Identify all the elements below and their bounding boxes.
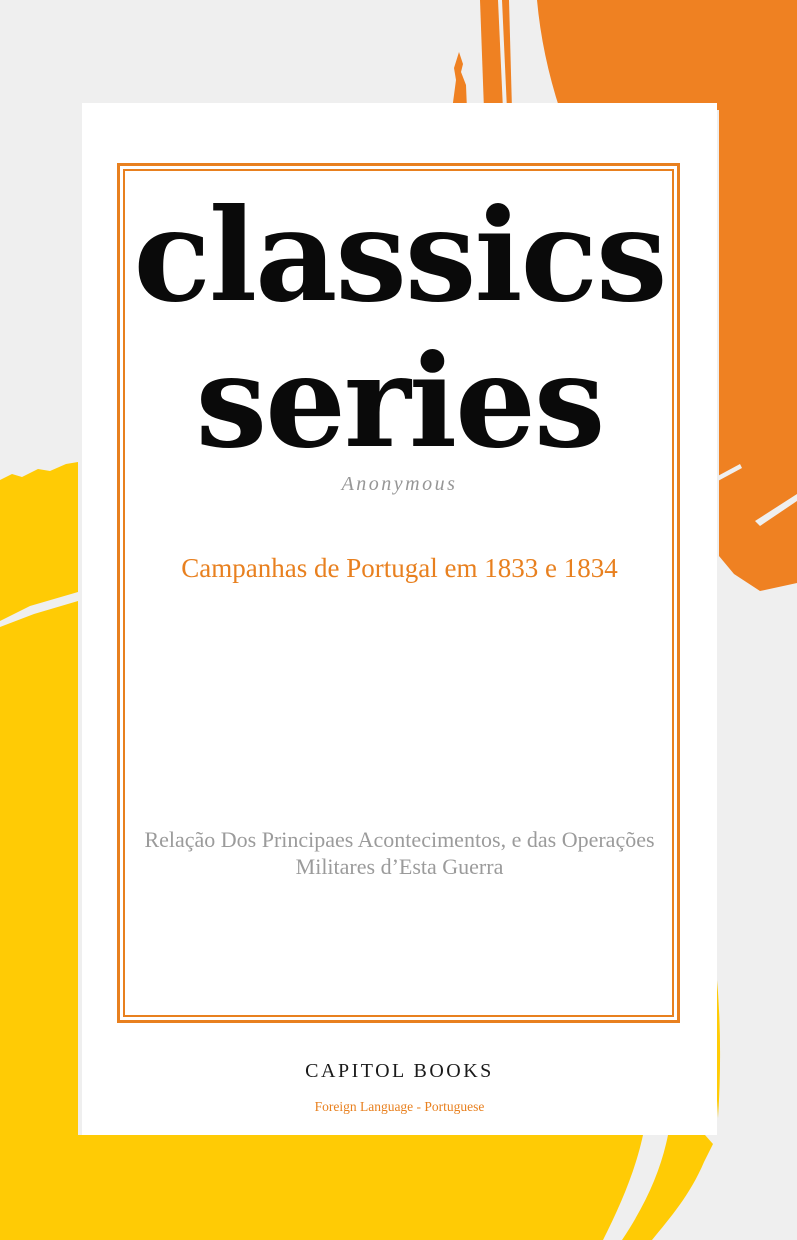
cover-panel <box>82 103 717 1135</box>
publisher-name: CAPITOL BOOKS <box>305 1060 494 1082</box>
book-subtitle-line: Relação Dos Principaes Acontecimentos, e das Operações <box>144 827 655 852</box>
orange-brush-streak <box>480 0 503 110</box>
book-title: Campanhas de Portugal em 1833 e 1834 <box>181 553 618 583</box>
yellow-brush-stroke-bottom <box>0 1135 643 1240</box>
series-title-line: series <box>195 327 604 477</box>
orange-brush-flick <box>452 52 467 110</box>
book-subtitle-line: Militares d’Esta Guerra <box>295 853 504 879</box>
author-name: Anonymous <box>341 473 458 495</box>
book-subtitle <box>82 827 717 881</box>
series-title <box>82 183 717 475</box>
orange-brush-streak <box>502 0 512 110</box>
yellow-brush-stroke-left <box>0 462 78 1240</box>
category-label: Foreign Language - Portuguese <box>314 1099 485 1114</box>
series-title-line: classics <box>133 181 666 330</box>
